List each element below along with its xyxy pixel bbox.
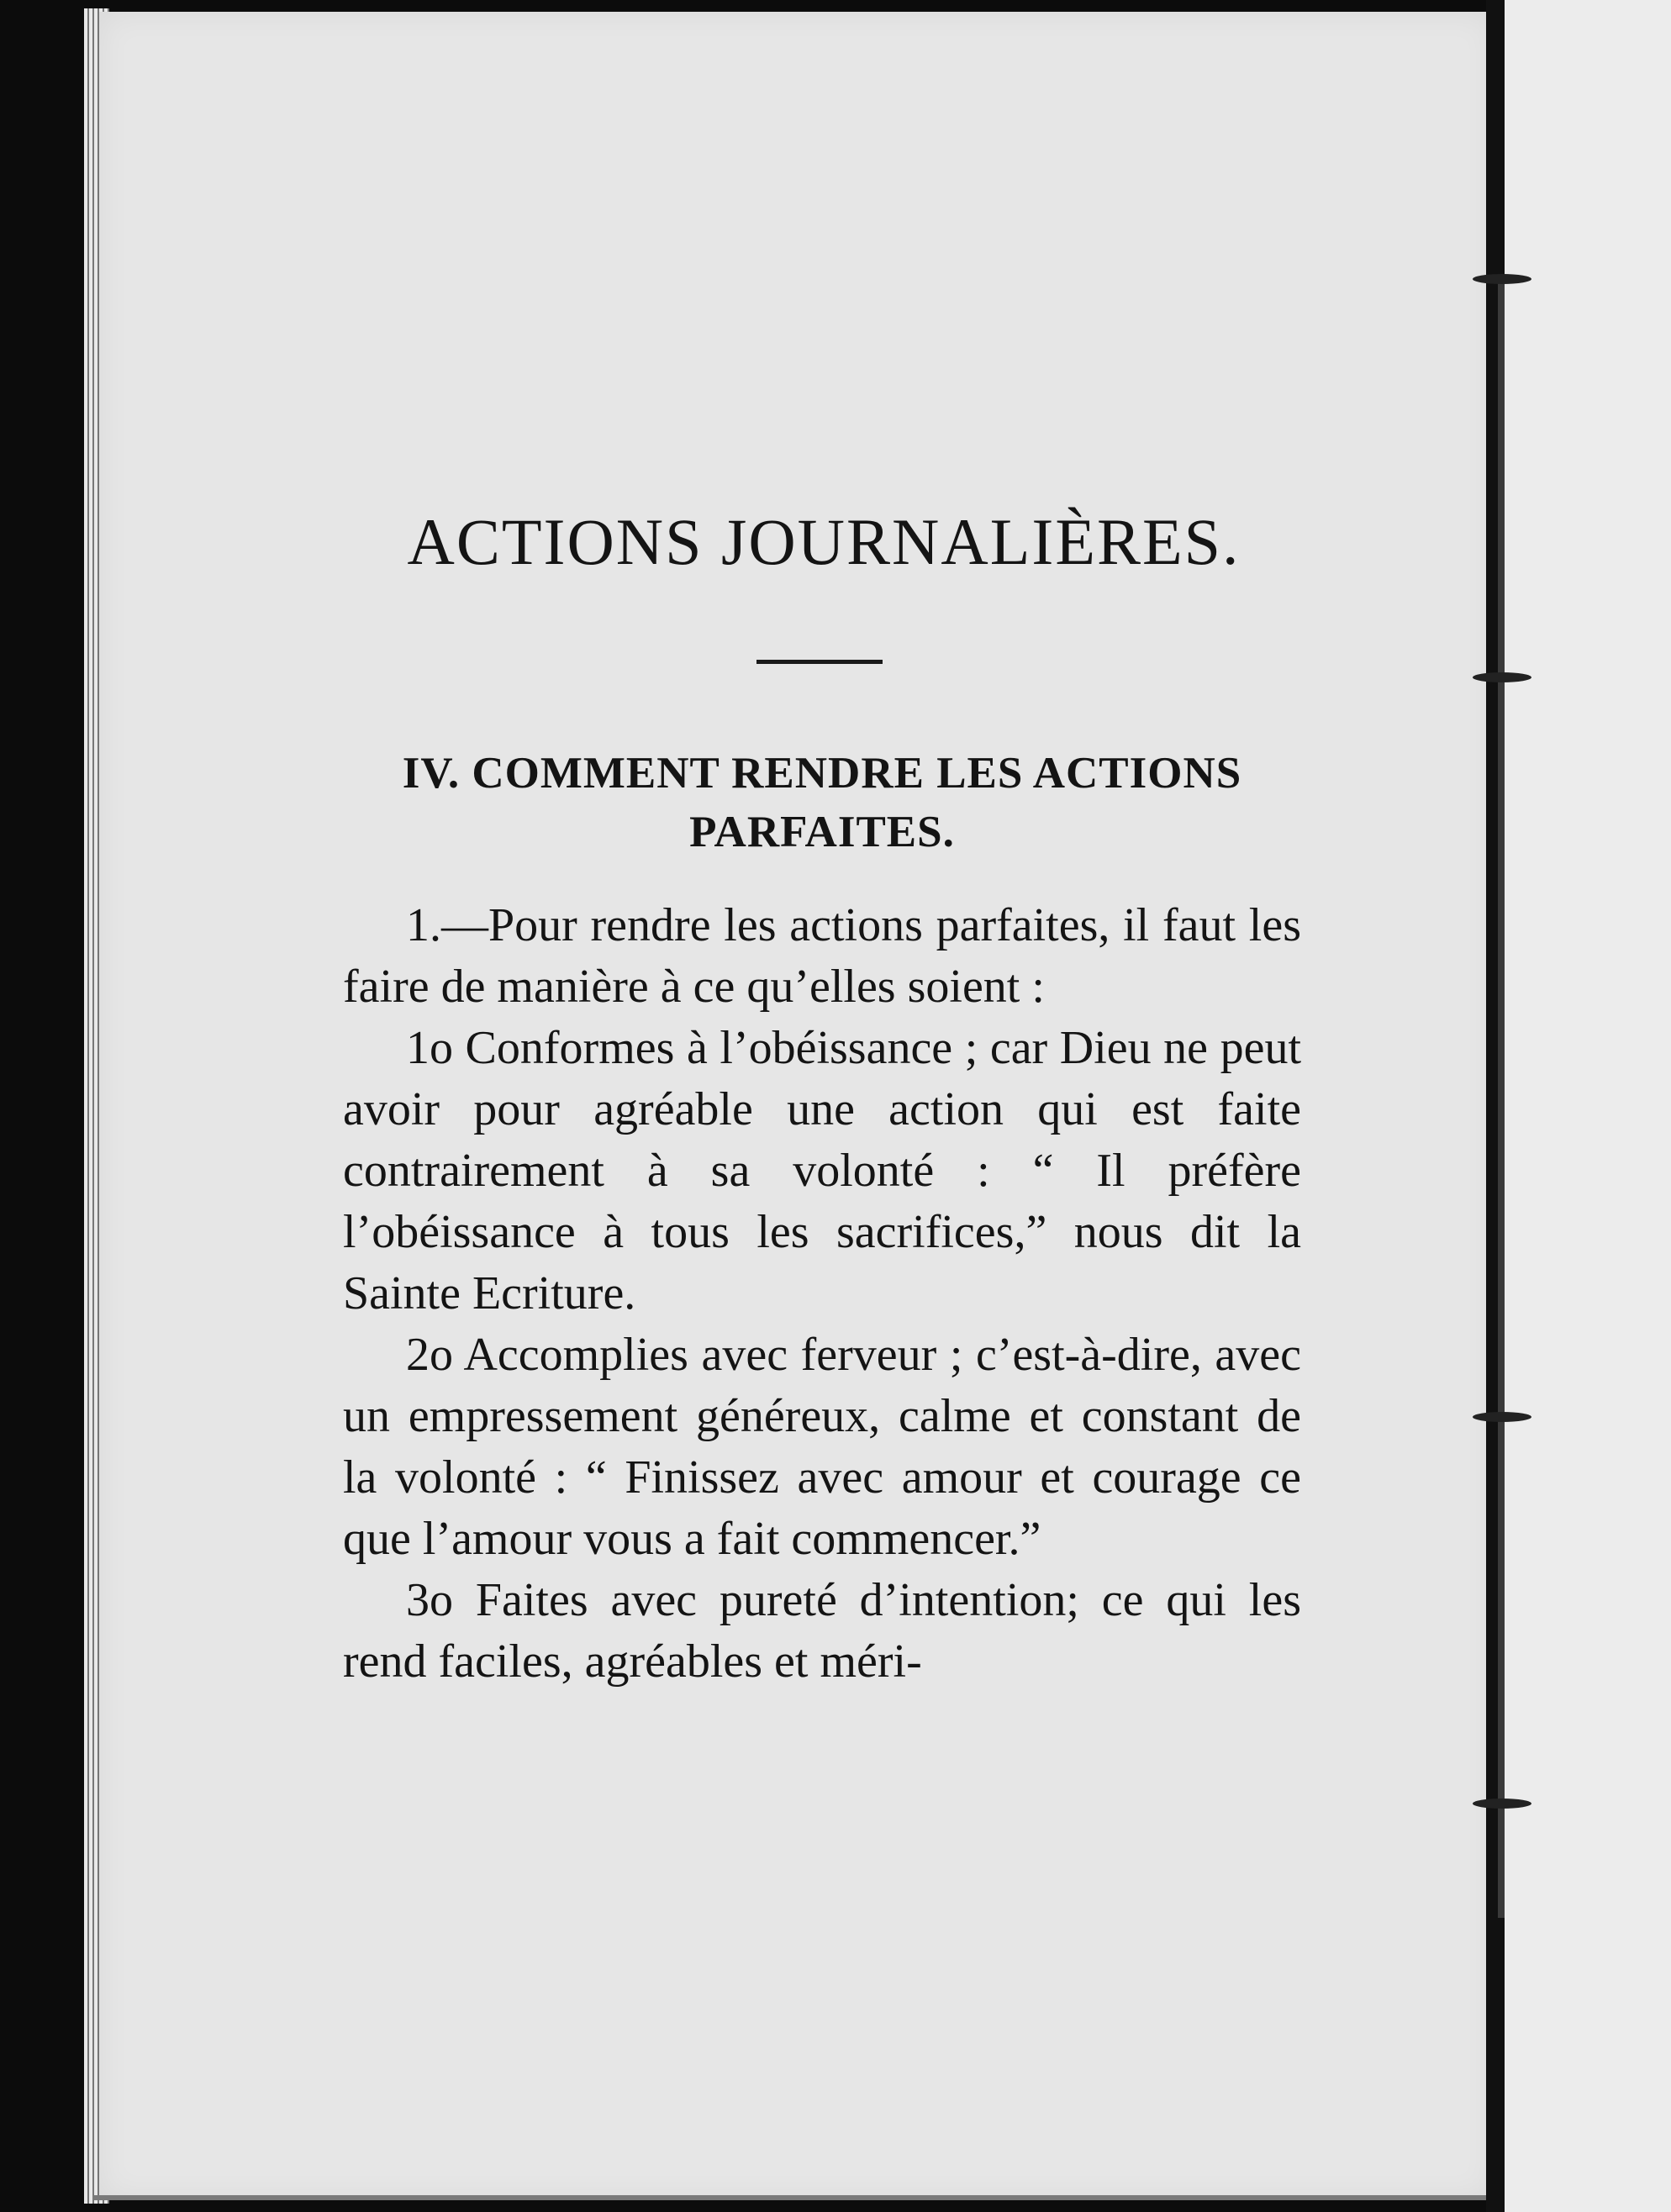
paragraph: 2o Accomplies avec ferveur ; c’est-à-dire, avec un empressement généreux, calme et constant de la volonté : “ Finissez avec amour et courage ce que l’amour vous a fait commencer.” (343, 1329, 1301, 1565)
binding-strip (1505, 0, 1671, 2212)
paragraph: 1o Conformes à l’obéissance ; car Dieu ne peut avoir pour agréable une action qui est faite contrairement à sa volonté : “ Il préfère l’obéissance à tous les sacrifices,” nous dit la Sainte Ecriture. (343, 1022, 1301, 1319)
decorative-rule (756, 660, 883, 664)
stitching-line (1498, 279, 1505, 1918)
page-bottom-edge (92, 2195, 1496, 2200)
staple-mark (1473, 1412, 1531, 1422)
paragraph: 1.—Pour rendre les actions parfaites, il faut les faire de manière à ce qu’elles soient : (343, 899, 1301, 1013)
staple-mark (1473, 274, 1531, 284)
paragraph: 3o Faites avec pureté d’intention; ce qui les rend faciles, agréables et méri- (343, 1574, 1301, 1688)
body-text (343, 895, 1301, 1693)
staple-mark (1473, 672, 1531, 682)
staple-mark (1473, 1799, 1531, 1809)
section-heading: IV. COMMENT RENDRE LES ACTIONS PARFAITES. (402, 749, 1242, 856)
running-head: ACTIONS JOURNALIÈRES. (407, 505, 1241, 578)
